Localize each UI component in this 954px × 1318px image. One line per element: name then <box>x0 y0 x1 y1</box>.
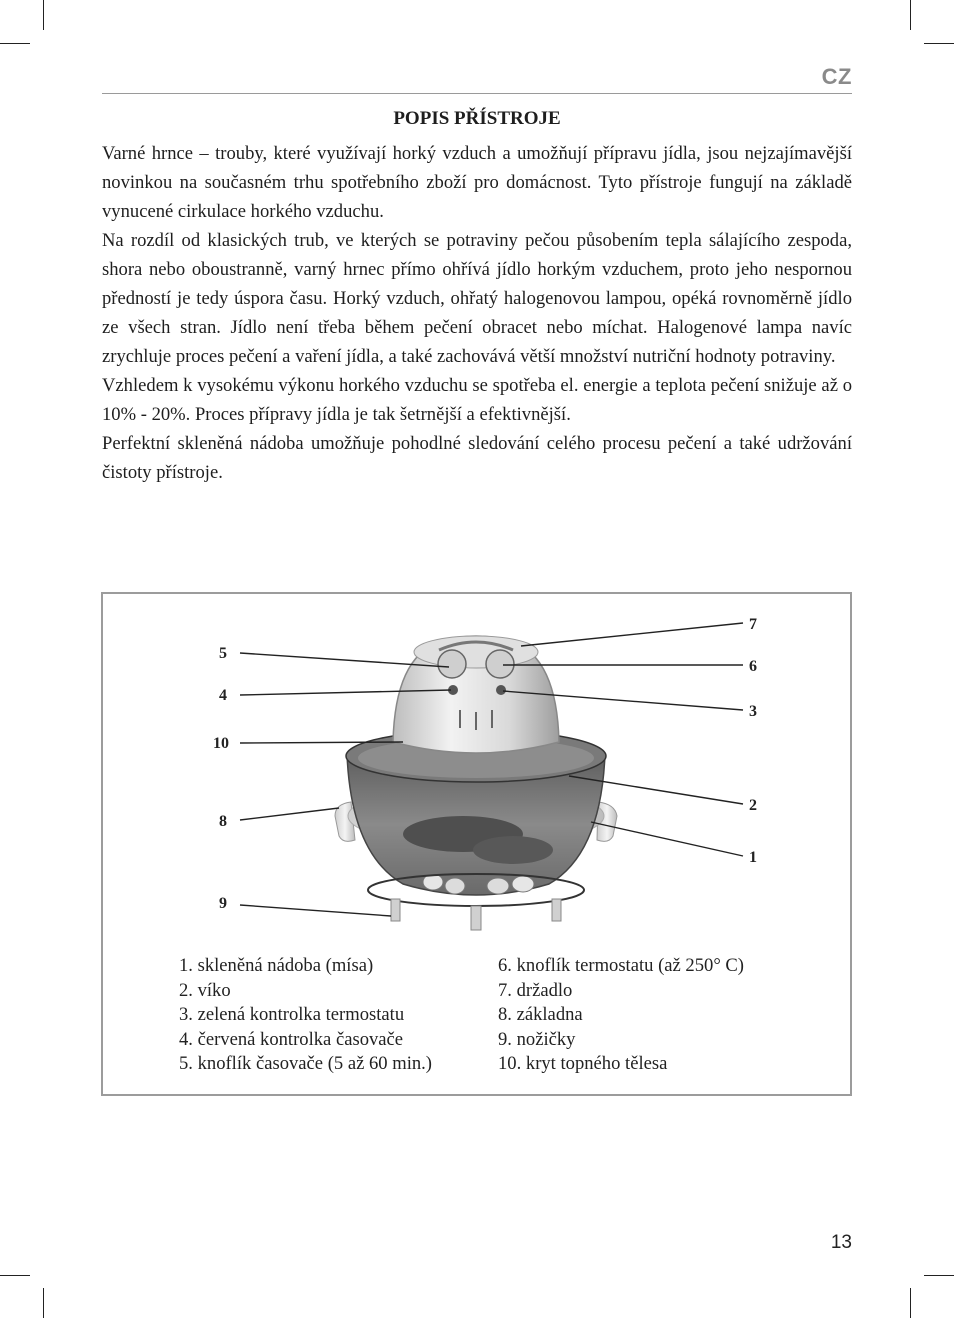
parts-legend-left <box>179 954 432 1077</box>
legend-item: 6. knoflík termostatu (až 250° C) <box>498 955 745 976</box>
crop-mark <box>43 1288 44 1318</box>
crop-mark <box>0 43 30 44</box>
food <box>445 878 465 894</box>
description-text <box>102 139 852 487</box>
legend-item: 5. knoflík časovače (5 až 60 min.) <box>179 1053 432 1074</box>
leader-line-9 <box>240 905 391 916</box>
food <box>512 876 534 892</box>
header-rule <box>102 93 852 94</box>
leader-line-7 <box>521 623 743 646</box>
crop-mark <box>910 0 911 30</box>
crop-mark <box>924 43 954 44</box>
paragraph: Varné hrnce – trouby, které využívají horký vzduch a umožňují přípravu jídla, jsou nejzajímavější novinkou na současném trhu spotřebního zboží pro domácnost. Tyto přístroje fungují na základě vynucené cirkulace horkého vzduchu. <box>102 143 852 222</box>
leader-line-1 <box>591 822 743 856</box>
legend-item: 1. skleněná nádoba (mísa) <box>179 955 374 976</box>
leader-line-8 <box>240 808 339 820</box>
callout-8: 8 <box>219 813 227 830</box>
green-thermostat-light <box>496 685 506 695</box>
callout-6: 6 <box>749 658 757 675</box>
food <box>487 878 509 894</box>
foot <box>471 906 481 930</box>
callout-1: 1 <box>749 849 757 866</box>
callout-5: 5 <box>219 645 227 662</box>
crop-mark <box>0 1275 30 1276</box>
appliance-diagram <box>101 592 852 1096</box>
thermostat-knob <box>486 650 514 678</box>
callout-4: 4 <box>219 687 227 704</box>
legend-item: 8. základna <box>498 1004 583 1025</box>
paragraph: Perfektní skleněná nádoba umožňuje pohodlné sledování celého procesu pečení a také udržování čistoty přístroje. <box>102 433 852 483</box>
legend-item: 2. víko <box>179 979 231 1001</box>
callout-7: 7 <box>749 616 757 633</box>
leader-line-10 <box>240 742 403 743</box>
crop-mark <box>910 1288 911 1318</box>
language-code: CZ <box>821 64 852 89</box>
legend-item: 10. kryt topného tělesa <box>498 1053 668 1074</box>
paragraph: Na rozdíl od klasických trub, ve kterých se potraviny pečou působením tepla sálajícího zespoda, shora nebo oboustranně, varný hrnec přímo ohřívá jídlo horkým vzduchem, proto jeho nespornou předností je tedy úspora času. Horký vzduch, ohřatý halogenovou lampou, opéká rovnoměrně jídlo ze všech stran. Jídlo není třeba během pečení obracet nebo míchat. Halogenové lampa navíc zrychluje proces pečení a vaření jídla, a také zachovává větší množství nutriční hodnoty potraviny. <box>102 230 852 367</box>
parts-legend-right <box>498 954 744 1077</box>
halogen-oven-illustration <box>103 594 850 954</box>
paragraph: Vzhledem k vysokému výkonu horkého vzduchu se spotřeba el. energie a teplota pečení snižuje až o 10% - 20%. Proces přípravy jídla je tak šetrnější a efektivnější. <box>102 375 852 425</box>
legend-item: 7. držadlo <box>498 979 573 1001</box>
legend-item: 4. červená kontrolka časovače <box>179 1028 404 1050</box>
timer-knob <box>438 650 466 678</box>
callout-9: 9 <box>219 895 227 912</box>
crop-mark <box>43 0 44 30</box>
callout-10: 10 <box>213 735 229 752</box>
legend-item: 3. zelená kontrolka termostatu <box>179 1004 405 1025</box>
foot <box>391 899 400 921</box>
page-number: 13 <box>830 1232 852 1253</box>
callout-2: 2 <box>749 797 757 814</box>
legend-item: 9. nožičky <box>498 1028 576 1050</box>
crop-mark <box>924 1275 954 1276</box>
food <box>473 836 553 864</box>
foot <box>552 899 561 921</box>
callout-3: 3 <box>749 703 757 720</box>
section-title: POPIS PŘÍSTROJE <box>393 108 561 129</box>
